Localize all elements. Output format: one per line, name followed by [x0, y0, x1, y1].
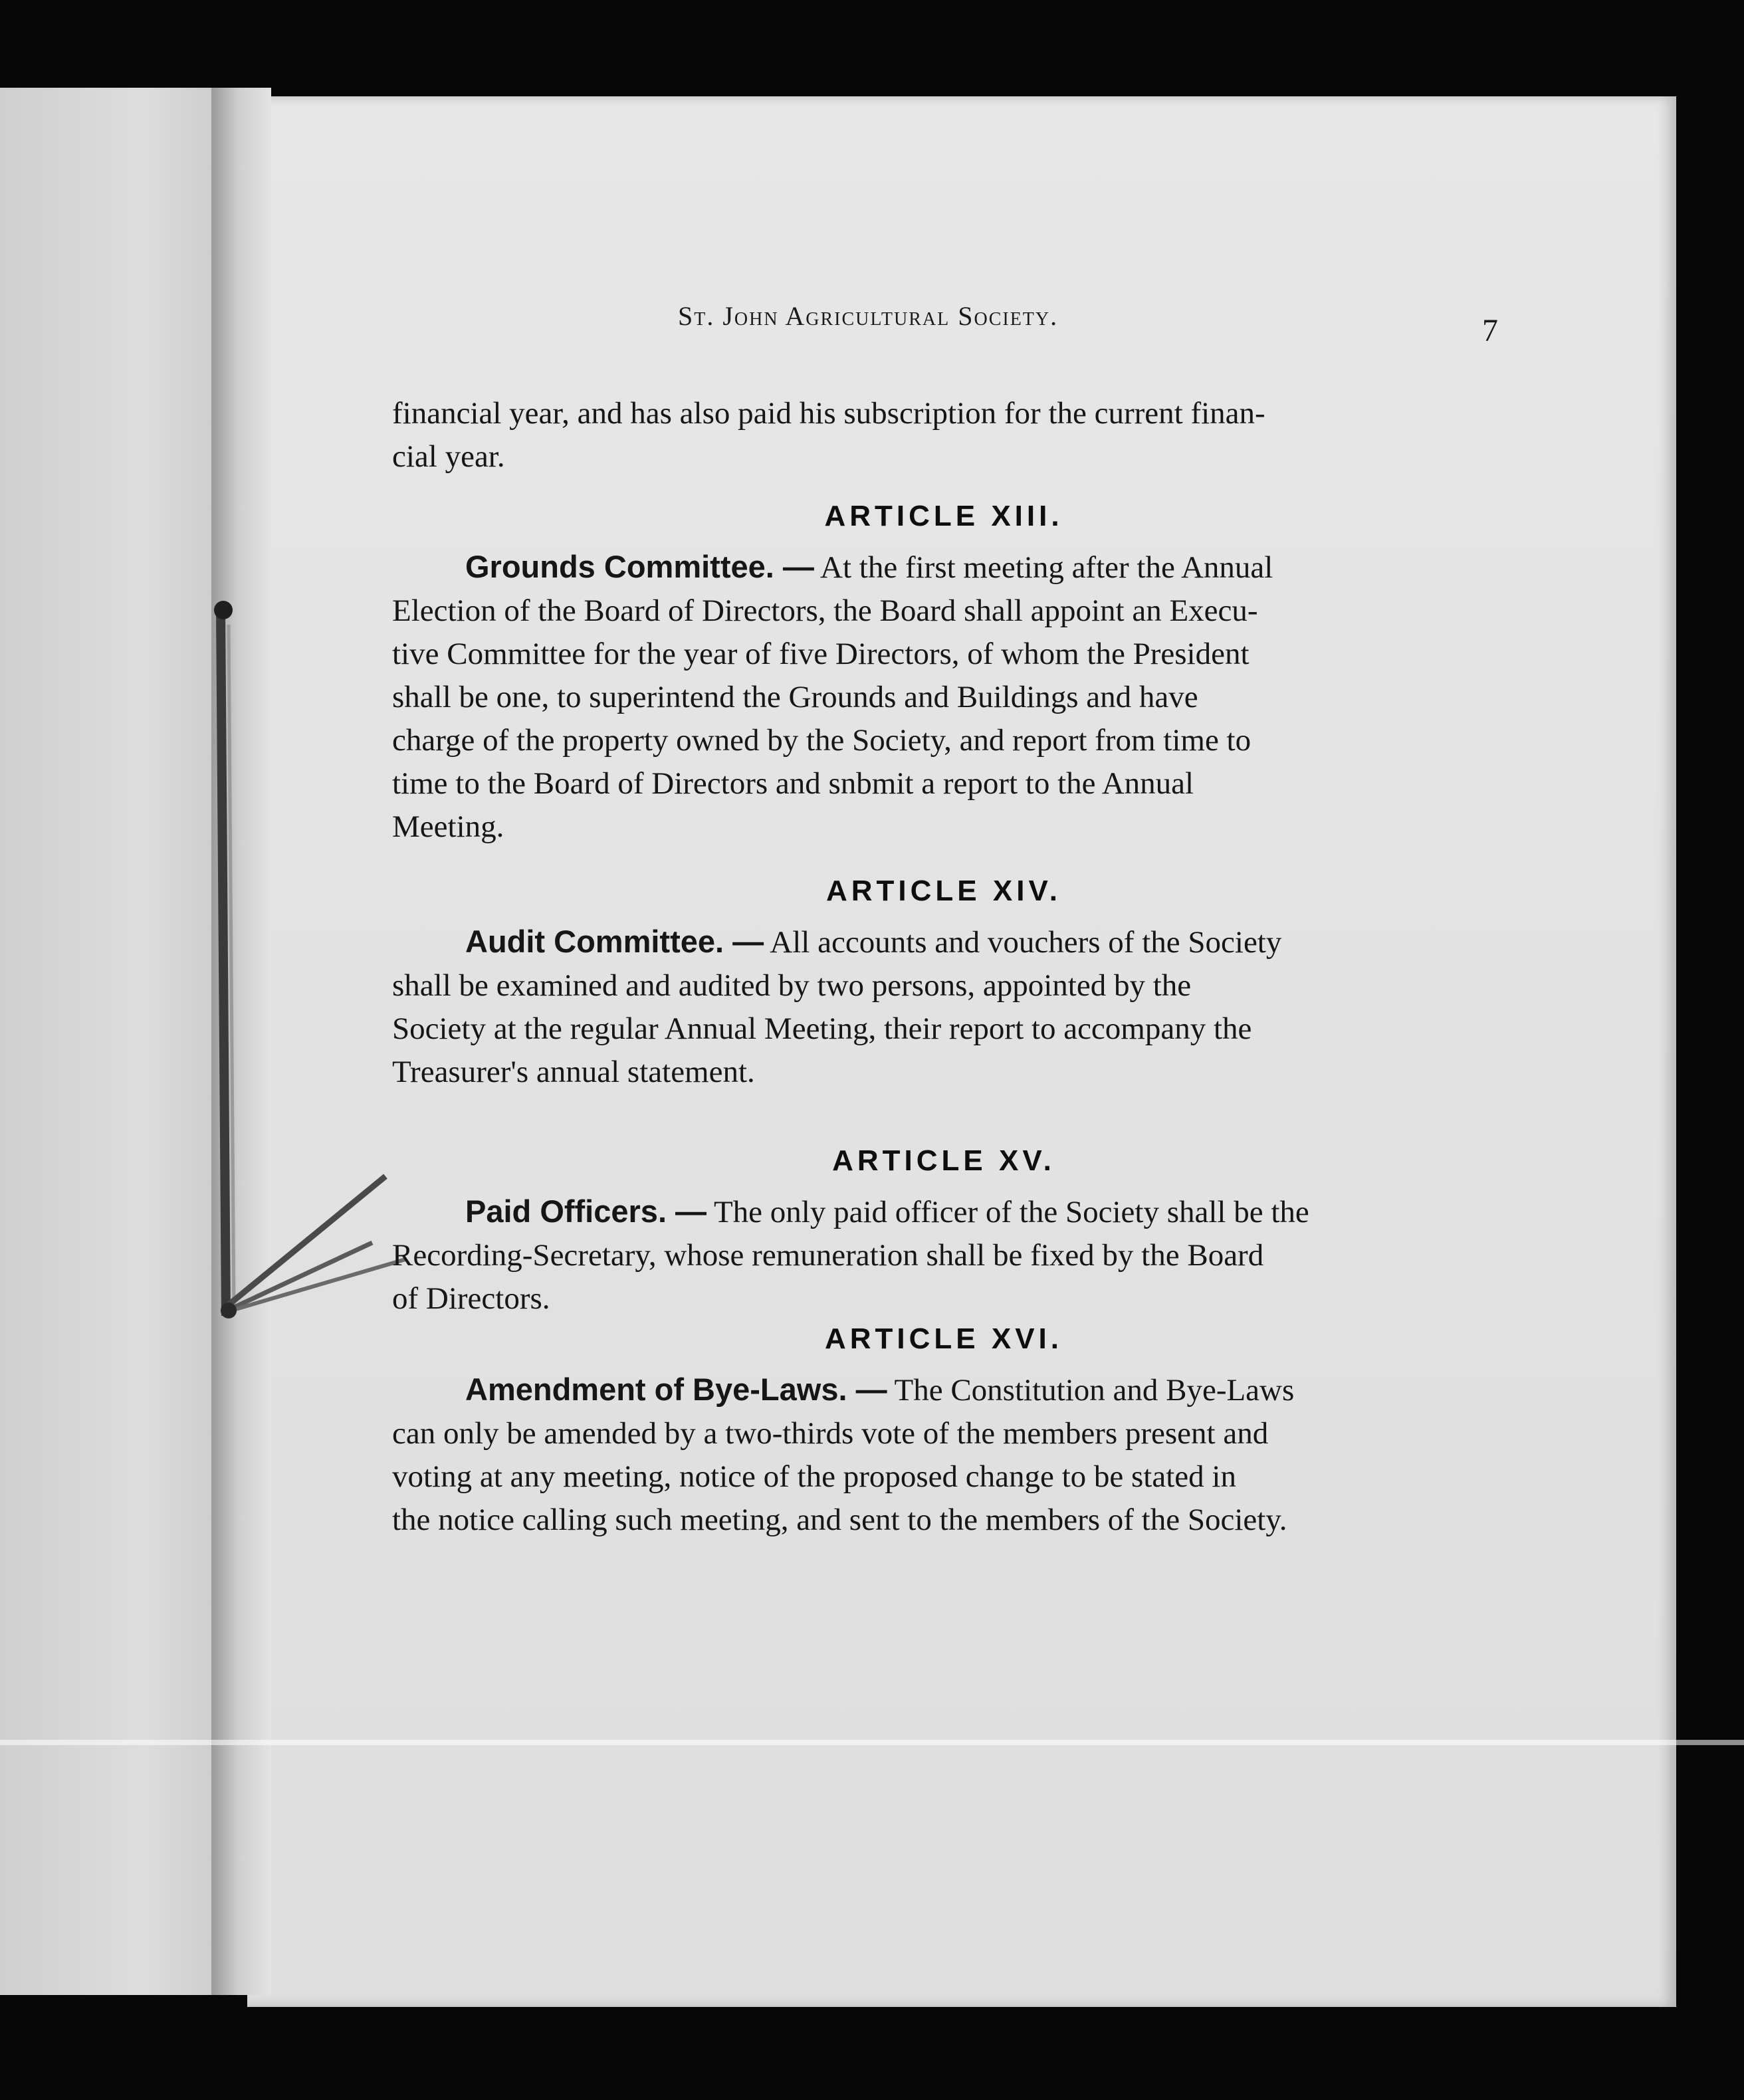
text-line: voting at any meeting, notice of the proposed change to be stated in: [392, 1459, 1236, 1494]
page-number: 7: [1482, 313, 1498, 348]
text-line: Treasurer's annual statement.: [392, 1055, 755, 1089]
text-fragment: At the first meeting after the Annual: [820, 550, 1273, 585]
article-lead: Paid Officers. —: [465, 1194, 707, 1229]
text-fragment: The only paid officer of the Society shall be the: [713, 1195, 1309, 1229]
text-line: shall be examined and audited by two persons, appointed by the: [392, 968, 1192, 1003]
article-heading: ARTICLE XVI.: [824, 1322, 1063, 1355]
text-fragment: The Constitution and Bye-Laws: [894, 1373, 1295, 1408]
text-line: Recording-Secretary, whose remuneration shall be fixed by the Board: [392, 1238, 1264, 1273]
article-lead: Grounds Committee. —: [465, 549, 814, 584]
left-page: [0, 88, 239, 1995]
text-line: Meeting.: [392, 809, 504, 844]
text-line: financial year, and has also paid his subscription for the current finan-: [392, 396, 1265, 431]
article-heading: ARTICLE XIV.: [826, 875, 1061, 907]
scan-scratch-line: [0, 1740, 1744, 1745]
continuation-paragraph: [392, 392, 1495, 478]
text-line: Society at the regular Annual Meeting, their report to accompany the: [392, 1011, 1252, 1046]
article-lead: Audit Committee. —: [465, 924, 764, 959]
running-title: St. John Agricultural Society.: [678, 301, 1059, 331]
text-line: can only be amended by a two-thirds vote of the members present and: [392, 1416, 1269, 1451]
text-line: charge of the property owned by the Society, and report from time to: [392, 723, 1252, 758]
article-body: [392, 1190, 1495, 1320]
article-lead: Amendment of Bye-Laws. —: [465, 1372, 887, 1407]
article-heading: ARTICLE XV.: [832, 1144, 1055, 1177]
article-body: [392, 545, 1495, 849]
text-line: [392, 1190, 1495, 1234]
article-heading: ARTICLE XIII.: [824, 500, 1063, 532]
text-line: shall be one, to superintend the Grounds and Buildings and have: [392, 680, 1198, 714]
article-body: [392, 1368, 1495, 1542]
text-line: cial year.: [392, 439, 505, 474]
text-line: Election of the Board of Directors, the Board shall appoint an Execu-: [392, 593, 1258, 628]
text-line: tive Committee for the year of five Directors, of whom the President: [392, 637, 1250, 671]
text-line: the notice calling such meeting, and sent to the members of the Society.: [392, 1503, 1287, 1537]
text-line: [392, 920, 1495, 964]
book-gutter: [211, 88, 271, 1995]
text-line: [392, 1368, 1495, 1412]
text-line: of Directors.: [392, 1281, 550, 1316]
text-line: [392, 545, 1495, 589]
text-line: time to the Board of Directors and snbmit a report to the Annual: [392, 766, 1194, 801]
text-fragment: All accounts and vouchers of the Society: [770, 925, 1282, 960]
article-body: [392, 920, 1495, 1094]
